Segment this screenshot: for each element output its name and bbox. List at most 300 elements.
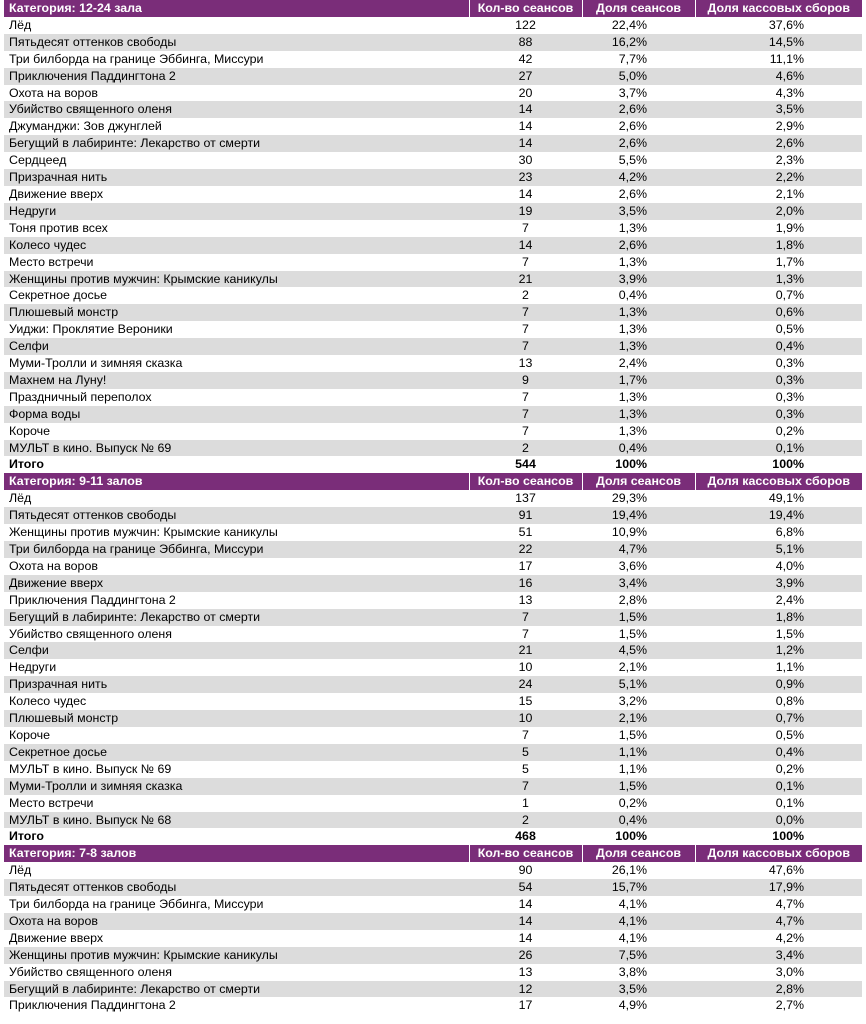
box-office-share: 0,5% <box>695 727 862 744</box>
film-title: Лёд <box>4 862 469 879</box>
table-row <box>4 558 862 575</box>
film-title: Бегущий в лабиринте: Лекарство от смерти <box>4 981 469 998</box>
box-office-share: 0,3% <box>695 372 862 389</box>
film-title: Короче <box>4 423 469 440</box>
sessions-count: 14 <box>469 186 582 203</box>
box-office-share: 0,1% <box>695 795 862 812</box>
table-row <box>4 575 862 592</box>
sessions-count: 7 <box>469 406 582 423</box>
sessions-share: 1,3% <box>582 321 695 338</box>
box-office-share: 0,8% <box>695 693 862 710</box>
box-office-share: 49,1% <box>695 490 862 507</box>
table-row <box>4 51 862 68</box>
sessions-share: 3,6% <box>582 558 695 575</box>
sessions-share: 2,1% <box>582 710 695 727</box>
table-row <box>4 389 862 406</box>
box-office-share: 1,1% <box>695 659 862 676</box>
sessions-share: 4,9% <box>582 997 695 1014</box>
table-row <box>4 930 862 947</box>
table-row <box>4 220 862 237</box>
total-box-share: 100% <box>695 828 862 845</box>
sessions-share: 4,7% <box>582 541 695 558</box>
sessions-count: 12 <box>469 981 582 998</box>
box-office-share: 5,1% <box>695 541 862 558</box>
box-office-share: 0,3% <box>695 389 862 406</box>
share-sessions-column-header: Доля сеансов <box>582 0 695 17</box>
film-title: Недруги <box>4 203 469 220</box>
table-row <box>4 17 862 34</box>
box-office-share: 2,8% <box>695 981 862 998</box>
sessions-share: 15,7% <box>582 879 695 896</box>
share-sessions-column-header: Доля сеансов <box>582 473 695 490</box>
sessions-count: 42 <box>469 51 582 68</box>
table-row <box>4 795 862 812</box>
sessions-count: 30 <box>469 152 582 169</box>
sessions-share: 1,1% <box>582 744 695 761</box>
table-row <box>4 68 862 85</box>
box-office-share: 4,7% <box>695 896 862 913</box>
sessions-count: 15 <box>469 693 582 710</box>
sessions-share: 1,5% <box>582 626 695 643</box>
table-row <box>4 947 862 964</box>
table-row <box>4 981 862 998</box>
film-title: Тоня против всех <box>4 220 469 237</box>
box-office-share: 2,1% <box>695 186 862 203</box>
sessions-share: 4,1% <box>582 896 695 913</box>
film-title: МУЛЬТ в кино. Выпуск № 69 <box>4 761 469 778</box>
film-title: Убийство священного оленя <box>4 964 469 981</box>
table-row <box>4 997 862 1014</box>
table-row <box>4 304 862 321</box>
sessions-count: 13 <box>469 355 582 372</box>
film-title: Женщины против мужчин: Крымские каникулы <box>4 947 469 964</box>
total-box-share: 100% <box>695 456 862 473</box>
film-title: Праздничный переполох <box>4 389 469 406</box>
sessions-count: 88 <box>469 34 582 51</box>
table-row <box>4 254 862 271</box>
report-body <box>4 0 862 1014</box>
sessions-count: 7 <box>469 778 582 795</box>
film-title: Пятьдесят оттенков свободы <box>4 507 469 524</box>
film-title: МУЛЬТ в кино. Выпуск № 68 <box>4 812 469 829</box>
film-title: Женщины против мужчин: Крымские каникулы <box>4 524 469 541</box>
box-office-share: 6,8% <box>695 524 862 541</box>
sessions-share: 3,7% <box>582 85 695 102</box>
box-office-share: 0,4% <box>695 744 862 761</box>
table-row <box>4 186 862 203</box>
film-title: Убийство священного оленя <box>4 101 469 118</box>
sessions-count: 14 <box>469 930 582 947</box>
sessions-share: 1,3% <box>582 423 695 440</box>
share-box-column-header: Доля кассовых сборов <box>695 0 862 17</box>
table-row <box>4 609 862 626</box>
sessions-share: 16,2% <box>582 34 695 51</box>
sessions-count: 20 <box>469 85 582 102</box>
total-label: Итого <box>4 828 469 845</box>
sessions-share: 3,8% <box>582 964 695 981</box>
sessions-column-header: Кол-во сеансов <box>469 0 582 17</box>
sessions-count: 91 <box>469 507 582 524</box>
table-row <box>4 710 862 727</box>
box-office-share: 3,0% <box>695 964 862 981</box>
sessions-share: 29,3% <box>582 490 695 507</box>
box-office-share: 19,4% <box>695 507 862 524</box>
sessions-share: 1,5% <box>582 778 695 795</box>
sessions-share: 3,5% <box>582 981 695 998</box>
box-office-share: 4,0% <box>695 558 862 575</box>
film-title: Движение вверх <box>4 575 469 592</box>
box-office-share: 0,5% <box>695 321 862 338</box>
sessions-share: 1,1% <box>582 761 695 778</box>
film-title: Приключения Паддингтона 2 <box>4 997 469 1014</box>
box-office-share: 0,1% <box>695 440 862 457</box>
film-title: Уиджи: Проклятие Вероники <box>4 321 469 338</box>
table-row <box>4 490 862 507</box>
table-row <box>4 338 862 355</box>
category-title: Категория: 12-24 зала <box>4 0 469 17</box>
sessions-share: 1,3% <box>582 406 695 423</box>
sessions-share: 26,1% <box>582 862 695 879</box>
film-title: Место встречи <box>4 795 469 812</box>
sessions-count: 7 <box>469 220 582 237</box>
table-row <box>4 118 862 135</box>
box-office-share: 2,0% <box>695 203 862 220</box>
sessions-count: 137 <box>469 490 582 507</box>
sessions-share: 1,3% <box>582 220 695 237</box>
film-title: Приключения Паддингтона 2 <box>4 68 469 85</box>
sessions-share: 10,9% <box>582 524 695 541</box>
table-row <box>4 879 862 896</box>
table-row <box>4 85 862 102</box>
total-row <box>4 456 862 473</box>
sessions-count: 90 <box>469 862 582 879</box>
film-title: Недруги <box>4 659 469 676</box>
total-sessions: 468 <box>469 828 582 845</box>
table-row <box>4 812 862 829</box>
sessions-count: 1 <box>469 795 582 812</box>
table-row <box>4 152 862 169</box>
table-row <box>4 642 862 659</box>
box-office-share: 0,4% <box>695 338 862 355</box>
film-title: Убийство священного оленя <box>4 626 469 643</box>
table-row <box>4 271 862 288</box>
table-row <box>4 203 862 220</box>
sessions-count: 23 <box>469 169 582 186</box>
sessions-count: 10 <box>469 710 582 727</box>
sessions-share: 0,4% <box>582 812 695 829</box>
box-office-share: 0,2% <box>695 423 862 440</box>
box-office-share: 4,6% <box>695 68 862 85</box>
total-sessions-share: 100% <box>582 828 695 845</box>
film-title: Приключения Паддингтона 2 <box>4 592 469 609</box>
sessions-share: 0,4% <box>582 287 695 304</box>
box-office-report <box>4 0 862 1014</box>
total-row <box>4 828 862 845</box>
table-row <box>4 355 862 372</box>
box-office-share: 3,4% <box>695 947 862 964</box>
box-office-share: 2,2% <box>695 169 862 186</box>
table-row <box>4 507 862 524</box>
table-row <box>4 778 862 795</box>
film-title: Махнем на Луну! <box>4 372 469 389</box>
film-title: Плюшевый монстр <box>4 304 469 321</box>
share-sessions-column-header: Доля сеансов <box>582 845 695 862</box>
sessions-count: 7 <box>469 626 582 643</box>
report-table <box>4 0 862 1014</box>
sessions-share: 1,3% <box>582 254 695 271</box>
sessions-share: 2,6% <box>582 186 695 203</box>
sessions-share: 0,4% <box>582 440 695 457</box>
table-row <box>4 727 862 744</box>
category-title: Категория: 7-8 залов <box>4 845 469 862</box>
film-title: Охота на воров <box>4 558 469 575</box>
sessions-share: 2,6% <box>582 118 695 135</box>
box-office-share: 17,9% <box>695 879 862 896</box>
total-sessions: 544 <box>469 456 582 473</box>
sessions-count: 5 <box>469 744 582 761</box>
box-office-share: 3,5% <box>695 101 862 118</box>
film-title: Джуманджи: Зов джунглей <box>4 118 469 135</box>
sessions-share: 1,7% <box>582 372 695 389</box>
table-row <box>4 862 862 879</box>
sessions-count: 14 <box>469 135 582 152</box>
sessions-count: 21 <box>469 642 582 659</box>
sessions-share: 2,6% <box>582 237 695 254</box>
film-title: Лёд <box>4 490 469 507</box>
category-title: Категория: 9-11 залов <box>4 473 469 490</box>
table-row <box>4 761 862 778</box>
box-office-share: 37,6% <box>695 17 862 34</box>
table-row <box>4 237 862 254</box>
film-title: Лёд <box>4 17 469 34</box>
sessions-count: 51 <box>469 524 582 541</box>
table-row <box>4 406 862 423</box>
sessions-share: 4,2% <box>582 169 695 186</box>
sessions-count: 19 <box>469 203 582 220</box>
box-office-share: 2,9% <box>695 118 862 135</box>
box-office-share: 0,3% <box>695 355 862 372</box>
sessions-share: 4,1% <box>582 930 695 947</box>
sessions-count: 17 <box>469 997 582 1014</box>
box-office-share: 1,9% <box>695 220 862 237</box>
sessions-count: 17 <box>469 558 582 575</box>
box-office-share: 0,9% <box>695 676 862 693</box>
table-row <box>4 524 862 541</box>
box-office-share: 2,7% <box>695 997 862 1014</box>
table-row <box>4 676 862 693</box>
box-office-share: 3,9% <box>695 575 862 592</box>
sessions-column-header: Кол-во сеансов <box>469 473 582 490</box>
film-title: Муми-Тролли и зимняя сказка <box>4 355 469 372</box>
sessions-count: 54 <box>469 879 582 896</box>
film-title: Сердцеед <box>4 152 469 169</box>
sessions-count: 7 <box>469 304 582 321</box>
sessions-share: 2,4% <box>582 355 695 372</box>
sessions-share: 19,4% <box>582 507 695 524</box>
sessions-count: 10 <box>469 659 582 676</box>
table-row <box>4 101 862 118</box>
sessions-count: 7 <box>469 321 582 338</box>
sessions-count: 16 <box>469 575 582 592</box>
box-office-share: 0,2% <box>695 761 862 778</box>
box-office-share: 1,2% <box>695 642 862 659</box>
box-office-share: 1,3% <box>695 271 862 288</box>
sessions-share: 3,9% <box>582 271 695 288</box>
sessions-share: 5,1% <box>582 676 695 693</box>
sessions-count: 27 <box>469 68 582 85</box>
sessions-count: 21 <box>469 271 582 288</box>
box-office-share: 4,2% <box>695 930 862 947</box>
table-row <box>4 964 862 981</box>
film-title: Селфи <box>4 338 469 355</box>
film-title: Бегущий в лабиринте: Лекарство от смерти <box>4 135 469 152</box>
sessions-count: 14 <box>469 118 582 135</box>
box-office-share: 0,7% <box>695 710 862 727</box>
sessions-count: 7 <box>469 727 582 744</box>
box-office-share: 1,7% <box>695 254 862 271</box>
film-title: Плюшевый монстр <box>4 710 469 727</box>
sessions-share: 4,1% <box>582 913 695 930</box>
table-row <box>4 744 862 761</box>
film-title: Колесо чудес <box>4 237 469 254</box>
table-row <box>4 913 862 930</box>
sessions-share: 2,8% <box>582 592 695 609</box>
film-title: Пятьдесят оттенков свободы <box>4 34 469 51</box>
sessions-share: 2,1% <box>582 659 695 676</box>
sessions-share: 3,4% <box>582 575 695 592</box>
film-title: Движение вверх <box>4 186 469 203</box>
box-office-share: 2,4% <box>695 592 862 609</box>
sessions-count: 7 <box>469 423 582 440</box>
box-office-share: 0,1% <box>695 778 862 795</box>
table-row <box>4 287 862 304</box>
sessions-count: 7 <box>469 609 582 626</box>
box-office-share: 1,8% <box>695 609 862 626</box>
film-title: Женщины против мужчин: Крымские каникулы <box>4 271 469 288</box>
category-header <box>4 0 862 17</box>
sessions-share: 3,2% <box>582 693 695 710</box>
sessions-count: 14 <box>469 101 582 118</box>
table-row <box>4 321 862 338</box>
sessions-share: 2,6% <box>582 135 695 152</box>
film-title: Селфи <box>4 642 469 659</box>
box-office-share: 14,5% <box>695 34 862 51</box>
film-title: Призрачная нить <box>4 169 469 186</box>
film-title: Колесо чудес <box>4 693 469 710</box>
table-row <box>4 541 862 558</box>
table-row <box>4 135 862 152</box>
film-title: Короче <box>4 727 469 744</box>
category-header <box>4 473 862 490</box>
sessions-count: 13 <box>469 592 582 609</box>
table-row <box>4 372 862 389</box>
table-row <box>4 592 862 609</box>
box-office-share: 47,6% <box>695 862 862 879</box>
sessions-share: 1,3% <box>582 389 695 406</box>
box-office-share: 4,3% <box>695 85 862 102</box>
table-row <box>4 659 862 676</box>
sessions-share: 1,5% <box>582 609 695 626</box>
table-row <box>4 34 862 51</box>
sessions-count: 14 <box>469 896 582 913</box>
sessions-count: 7 <box>469 389 582 406</box>
sessions-count: 14 <box>469 237 582 254</box>
box-office-share: 0,6% <box>695 304 862 321</box>
film-title: МУЛЬТ в кино. Выпуск № 69 <box>4 440 469 457</box>
sessions-share: 1,3% <box>582 304 695 321</box>
sessions-share: 4,5% <box>582 642 695 659</box>
film-title: Форма воды <box>4 406 469 423</box>
box-office-share: 11,1% <box>695 51 862 68</box>
sessions-count: 26 <box>469 947 582 964</box>
film-title: Призрачная нить <box>4 676 469 693</box>
film-title: Секретное досье <box>4 287 469 304</box>
sessions-count: 13 <box>469 964 582 981</box>
table-row <box>4 693 862 710</box>
film-title: Три билборда на границе Эббинга, Миссури <box>4 896 469 913</box>
film-title: Движение вверх <box>4 930 469 947</box>
total-sessions-share: 100% <box>582 456 695 473</box>
box-office-share: 0,0% <box>695 812 862 829</box>
sessions-count: 2 <box>469 287 582 304</box>
sessions-count: 122 <box>469 17 582 34</box>
share-box-column-header: Доля кассовых сборов <box>695 473 862 490</box>
sessions-share: 22,4% <box>582 17 695 34</box>
film-title: Место встречи <box>4 254 469 271</box>
sessions-count: 7 <box>469 254 582 271</box>
sessions-count: 22 <box>469 541 582 558</box>
film-title: Пятьдесят оттенков свободы <box>4 879 469 896</box>
box-office-share: 1,8% <box>695 237 862 254</box>
film-title: Охота на воров <box>4 85 469 102</box>
film-title: Три билборда на границе Эббинга, Миссури <box>4 51 469 68</box>
sessions-share: 7,5% <box>582 947 695 964</box>
box-office-share: 4,7% <box>695 913 862 930</box>
sessions-share: 1,5% <box>582 727 695 744</box>
table-row <box>4 896 862 913</box>
sessions-share: 3,5% <box>582 203 695 220</box>
sessions-share: 5,0% <box>582 68 695 85</box>
table-row <box>4 169 862 186</box>
box-office-share: 0,7% <box>695 287 862 304</box>
sessions-count: 7 <box>469 338 582 355</box>
sessions-count: 14 <box>469 913 582 930</box>
box-office-share: 2,3% <box>695 152 862 169</box>
sessions-count: 5 <box>469 761 582 778</box>
sessions-column-header: Кол-во сеансов <box>469 845 582 862</box>
total-label: Итого <box>4 456 469 473</box>
sessions-share: 7,7% <box>582 51 695 68</box>
table-row <box>4 423 862 440</box>
film-title: Три билборда на границе Эббинга, Миссури <box>4 541 469 558</box>
sessions-share: 5,5% <box>582 152 695 169</box>
box-office-share: 0,3% <box>695 406 862 423</box>
sessions-count: 2 <box>469 440 582 457</box>
film-title: Секретное досье <box>4 744 469 761</box>
sessions-share: 0,2% <box>582 795 695 812</box>
sessions-count: 24 <box>469 676 582 693</box>
share-box-column-header: Доля кассовых сборов <box>695 845 862 862</box>
box-office-share: 2,6% <box>695 135 862 152</box>
table-row <box>4 626 862 643</box>
sessions-share: 2,6% <box>582 101 695 118</box>
film-title: Бегущий в лабиринте: Лекарство от смерти <box>4 609 469 626</box>
sessions-count: 2 <box>469 812 582 829</box>
box-office-share: 1,5% <box>695 626 862 643</box>
table-row <box>4 440 862 457</box>
sessions-count: 9 <box>469 372 582 389</box>
category-header <box>4 845 862 862</box>
